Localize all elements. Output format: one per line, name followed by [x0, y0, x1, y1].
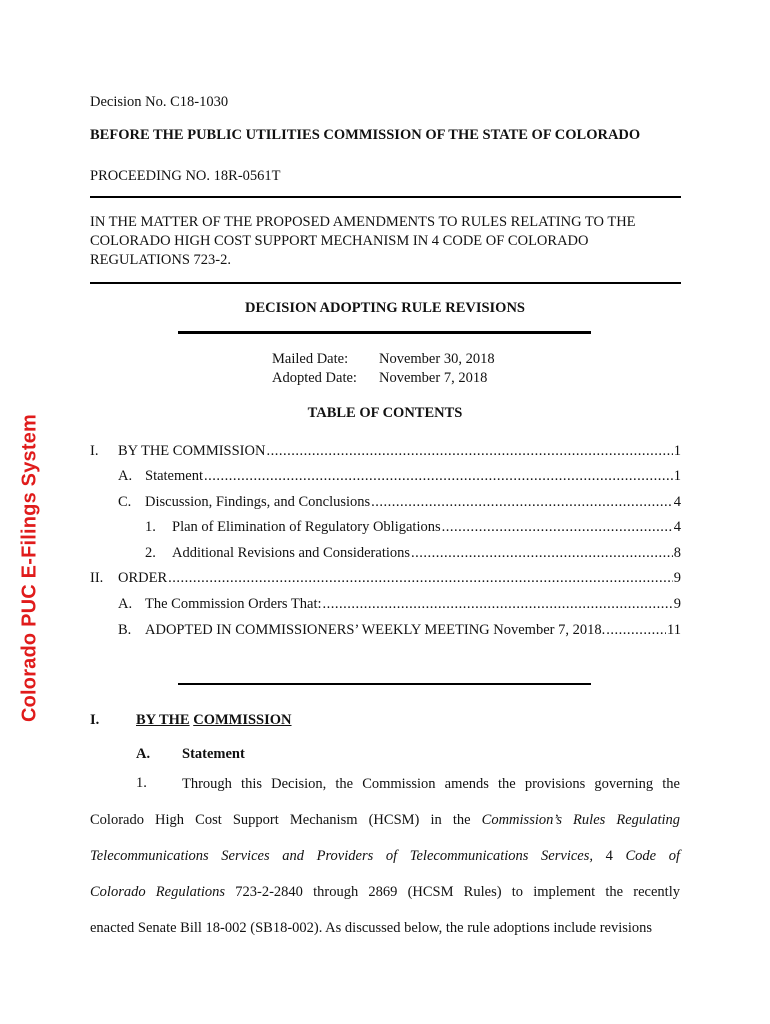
toc-entry[interactable] [145, 519, 681, 536]
toc-leader [411, 545, 673, 562]
toc-leader [606, 622, 666, 639]
toc-entry-number: B. [118, 622, 132, 638]
mailed-date-value: November 30, 2018 [379, 351, 495, 367]
toc-entry-page: 1 [673, 468, 681, 484]
filing-watermark: Colorado PUC E-Filings System [18, 413, 41, 723]
toc-entry-number: 2. [145, 545, 156, 561]
toc-entry-page: 11 [667, 622, 681, 638]
header-rule-bottom [90, 282, 681, 284]
body-text-italic: Telecommunications Services and Providers of Telecommunications Services, [90, 848, 593, 864]
matter-line-2: COLORADO HIGH COST SUPPORT MECHANISM IN 4 CODE OF COLORADO [90, 233, 589, 249]
toc-entry-page: 9 [673, 570, 681, 586]
section-heading [136, 712, 292, 729]
toc-entry-text: ORDER [118, 570, 168, 586]
toc-entry[interactable] [90, 570, 681, 587]
body-line [90, 838, 680, 874]
body-text-run: enacted Senate Bill 18-002 (SB18-002). As discussed below, the rule adoptions include revisions [90, 920, 653, 936]
mailed-date-label: Mailed Date: [272, 351, 349, 367]
toc-entry-number: I. [90, 443, 99, 459]
toc-entry-page: 4 [673, 494, 681, 510]
section-number: I. [90, 712, 100, 728]
adopted-date-value: November 7, 2018 [379, 370, 488, 386]
body-text-run: Colorado High Cost Support Mechanism (HCSM) in the [90, 812, 471, 828]
matter-line-3: REGULATIONS 723-2. [90, 252, 231, 268]
body-paragraph [90, 766, 680, 946]
toc-leader [168, 570, 673, 587]
toc-entry[interactable] [90, 443, 681, 460]
toc-entry[interactable] [118, 622, 681, 639]
adopted-date-label: Adopted Date: [272, 370, 357, 386]
decision-number: Decision No. C18-1030 [90, 94, 229, 110]
toc-rule [178, 683, 591, 685]
body-text-italic: Colorado Regulations [90, 884, 226, 900]
toc-entry[interactable] [145, 545, 681, 562]
toc-leader [442, 519, 673, 536]
toc-title: TABLE OF CONTENTS [307, 405, 463, 421]
section-heading-part: COMMISSION [193, 712, 292, 728]
toc-leader [323, 596, 673, 613]
body-text-run: 723-2-2840 through 2869 (HCSM Rules) to implement the recently [235, 884, 680, 900]
body-line [90, 874, 680, 910]
toc-entry-number: II. [90, 570, 104, 586]
toc-entry-text: ADOPTED IN COMMISSIONERS’ WEEKLY MEETING November 7, 2018. [145, 622, 606, 638]
toc-entry[interactable] [118, 468, 681, 485]
commission-title: BEFORE THE PUBLIC UTILITIES COMMISSION OF THE STATE OF COLORADO [90, 127, 641, 143]
subsection-heading: Statement [182, 746, 245, 762]
matter-line-1: IN THE MATTER OF THE PROPOSED AMENDMENTS TO RULES RELATING TO THE [90, 214, 636, 230]
toc-entry-text: Discussion, Findings, and Conclusions [145, 494, 371, 510]
body-text-italic: Commission’s Rules Regulating [481, 812, 680, 828]
toc-leader [371, 494, 673, 511]
title-rule [178, 331, 591, 334]
toc-leader [204, 468, 673, 485]
toc-entry-text: Plan of Elimination of Regulatory Obligations [172, 519, 441, 535]
body-text-run: Through this Decision, the Commission amends the provisions governing the [182, 776, 680, 792]
subsection-number: A. [136, 746, 151, 762]
toc-entry-text: BY THE COMMISSION [118, 443, 266, 459]
toc-entry-page: 1 [673, 443, 681, 459]
toc-entry-number: 1. [145, 519, 156, 535]
toc-entry-text: The Commission Orders That: [145, 596, 322, 612]
body-line [90, 910, 680, 946]
body-text-italic: Code of [625, 848, 681, 864]
body-text-run: 4 [605, 848, 613, 864]
toc-entry-text: Additional Revisions and Considerations [172, 545, 411, 561]
toc-entry-page: 9 [673, 596, 681, 612]
decision-title: DECISION ADOPTING RULE REVISIONS [245, 300, 525, 316]
toc-entry-number: A. [118, 596, 133, 612]
toc-entry[interactable] [118, 494, 681, 511]
body-line [90, 766, 680, 802]
body-line [90, 802, 680, 838]
toc-entry-number: C. [118, 494, 132, 510]
toc-entry-number: A. [118, 468, 133, 484]
section-heading-part: BY THE [136, 712, 190, 728]
proceeding-number: PROCEEDING NO. 18R-0561T [90, 168, 281, 184]
toc-entry-page: 8 [673, 545, 681, 561]
toc-entry-page: 4 [673, 519, 681, 535]
toc-entry[interactable] [118, 596, 681, 613]
toc-entry-text: Statement [145, 468, 203, 484]
paragraph-number: 1. [136, 775, 147, 791]
header-rule-top [90, 196, 681, 198]
toc-leader [266, 443, 672, 460]
